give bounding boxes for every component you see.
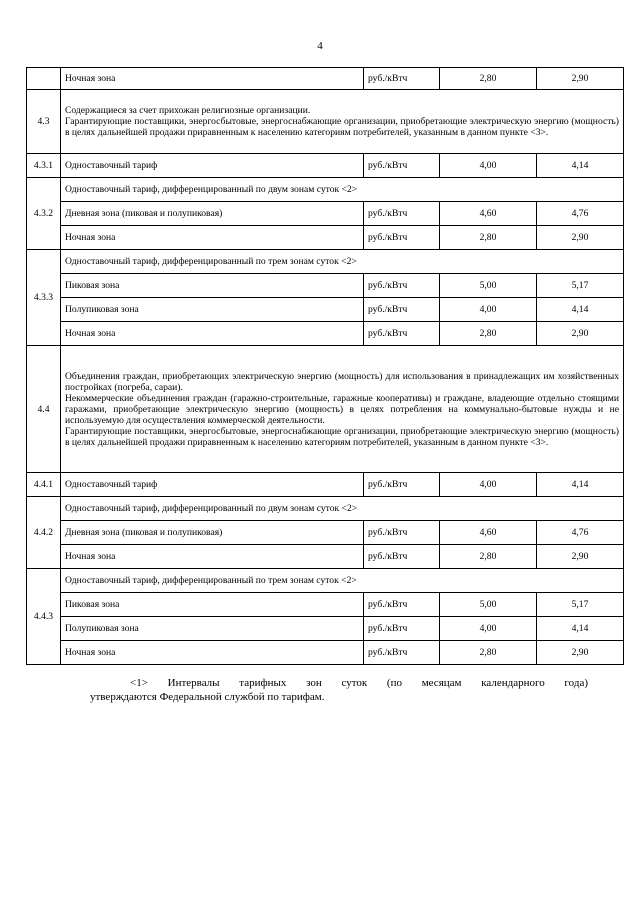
table-row (27, 473, 624, 497)
row-unit: руб./кВтч (364, 68, 440, 90)
row-value-2: 4,14 (537, 473, 624, 497)
row-value-1: 4,60 (440, 521, 537, 545)
tariff-table (26, 67, 624, 665)
section-line: Объединения граждан, приобретающих электрическую энергию (мощность) для использования в принадлежащих им хозяйственных постройках (погреба, сараи). (65, 370, 619, 393)
section-number: 4.4 (27, 346, 61, 473)
row-name: Полупиковая зона (61, 617, 364, 641)
row-unit: руб./кВтч (364, 617, 440, 641)
row-name: Полупиковая зона (61, 298, 364, 322)
row-name: Ночная зона (61, 226, 364, 250)
row-value-2: 5,17 (537, 274, 624, 298)
row-value-1: 2,80 (440, 641, 537, 665)
row-value-1: 2,80 (440, 322, 537, 346)
row-name: Одноставочный тариф (61, 473, 364, 497)
section-line: Некоммерческие объединения граждан (гаражно-строительные, гаражные кооперативы) и граждане, владеющие отдельно стоящими гаражами, приобретающие электрическую энергию (мощность) в целях потребления на коммунально-бытовые нужды и не используемую для осуществления коммерческой деятельности. (65, 392, 619, 426)
row-unit: руб./кВтч (364, 226, 440, 250)
section-row (27, 90, 624, 154)
row-value-1: 2,80 (440, 68, 537, 90)
table-row (27, 593, 624, 617)
row-name: Ночная зона (61, 322, 364, 346)
table-row (27, 641, 624, 665)
subsection-title: Одноставочный тариф, дифференцированный по двум зонам суток <2> (61, 178, 624, 202)
subsection-title: Одноставочный тариф, дифференцированный по двум зонам суток <2> (61, 497, 624, 521)
row-name: Одноставочный тариф (61, 154, 364, 178)
row-unit: руб./кВтч (364, 641, 440, 665)
section-line: Содержащиеся за счет прихожан религиозные организации. (65, 105, 311, 116)
row-value-2: 4,14 (537, 298, 624, 322)
row-number: 4.3.2 (27, 178, 61, 250)
section-line: Гарантирующие поставщики, энергосбытовые, энергоснабжающие организации, приобретающие электрическую энергию (мощность) в целях дальнейшей продажи приравненным к населению категориям потребителей, указанным в данном пункте <3>. (65, 425, 619, 448)
row-value-1: 4,60 (440, 202, 537, 226)
table-row (27, 250, 624, 274)
row-name: Ночная зона (61, 545, 364, 569)
row-value-1: 2,80 (440, 545, 537, 569)
row-value-1: 4,00 (440, 154, 537, 178)
row-number: 4.4.3 (27, 569, 61, 665)
row-name: Дневная зона (пиковая и полупиковая) (61, 202, 364, 226)
row-value-1: 2,80 (440, 226, 537, 250)
row-value-2: 2,90 (537, 545, 624, 569)
section-row (27, 346, 624, 473)
footnote-line: утверждаются Федеральной службой по тарифам. (90, 691, 325, 703)
row-number: 4.3.1 (27, 154, 61, 178)
row-unit: руб./кВтч (364, 322, 440, 346)
row-unit: руб./кВтч (364, 473, 440, 497)
row-value-2: 2,90 (537, 322, 624, 346)
row-value-1: 4,00 (440, 473, 537, 497)
row-number: 4.4.2 (27, 497, 61, 569)
table-row (27, 202, 624, 226)
row-number: 4.3.3 (27, 250, 61, 346)
row-value-2: 5,17 (537, 593, 624, 617)
row-number (27, 68, 61, 90)
row-unit: руб./кВтч (364, 521, 440, 545)
table-row (27, 226, 624, 250)
footnote-line: <1> Интервалы тарифных зон суток (по месяцам календарного года) (130, 677, 588, 689)
row-value-2: 4,76 (537, 202, 624, 226)
footnote (90, 676, 588, 704)
row-value-2: 2,90 (537, 68, 624, 90)
table-row (27, 521, 624, 545)
table-row (27, 178, 624, 202)
row-name: Пиковая зона (61, 593, 364, 617)
section-number: 4.3 (27, 90, 61, 154)
row-name: Ночная зона (61, 68, 364, 90)
table-row (27, 68, 624, 90)
table-row (27, 497, 624, 521)
row-value-1: 4,00 (440, 298, 537, 322)
row-value-2: 4,76 (537, 521, 624, 545)
row-unit: руб./кВтч (364, 154, 440, 178)
table-row (27, 154, 624, 178)
row-unit: руб./кВтч (364, 202, 440, 226)
section-line: Гарантирующие поставщики, энергосбытовые, энергоснабжающие организации, приобретающие электрическую энергию (мощность) в целях дальнейшей продажи приравненным к населению категориям потребителей, указанным в данном пункте <3>. (65, 116, 619, 138)
row-name: Пиковая зона (61, 274, 364, 298)
row-name: Ночная зона (61, 641, 364, 665)
table-row (27, 545, 624, 569)
table-row (27, 569, 624, 593)
subsection-title: Одноставочный тариф, дифференцированный по трем зонам суток <2> (61, 569, 624, 593)
row-value-1: 5,00 (440, 274, 537, 298)
row-unit: руб./кВтч (364, 274, 440, 298)
section-description (61, 90, 624, 154)
row-number: 4.4.1 (27, 473, 61, 497)
row-value-2: 4,14 (537, 617, 624, 641)
subsection-title: Одноставочный тариф, дифференцированный по трем зонам суток <2> (61, 250, 624, 274)
row-value-1: 4,00 (440, 617, 537, 641)
row-value-1: 5,00 (440, 593, 537, 617)
section-description (61, 346, 624, 473)
row-value-2: 4,14 (537, 154, 624, 178)
row-unit: руб./кВтч (364, 593, 440, 617)
row-value-2: 2,90 (537, 226, 624, 250)
table-row (27, 274, 624, 298)
row-unit: руб./кВтч (364, 545, 440, 569)
row-value-2: 2,90 (537, 641, 624, 665)
table-row (27, 617, 624, 641)
row-name: Дневная зона (пиковая и полупиковая) (61, 521, 364, 545)
table-row (27, 298, 624, 322)
row-unit: руб./кВтч (364, 298, 440, 322)
page-number: 4 (317, 40, 323, 52)
table-row (27, 322, 624, 346)
